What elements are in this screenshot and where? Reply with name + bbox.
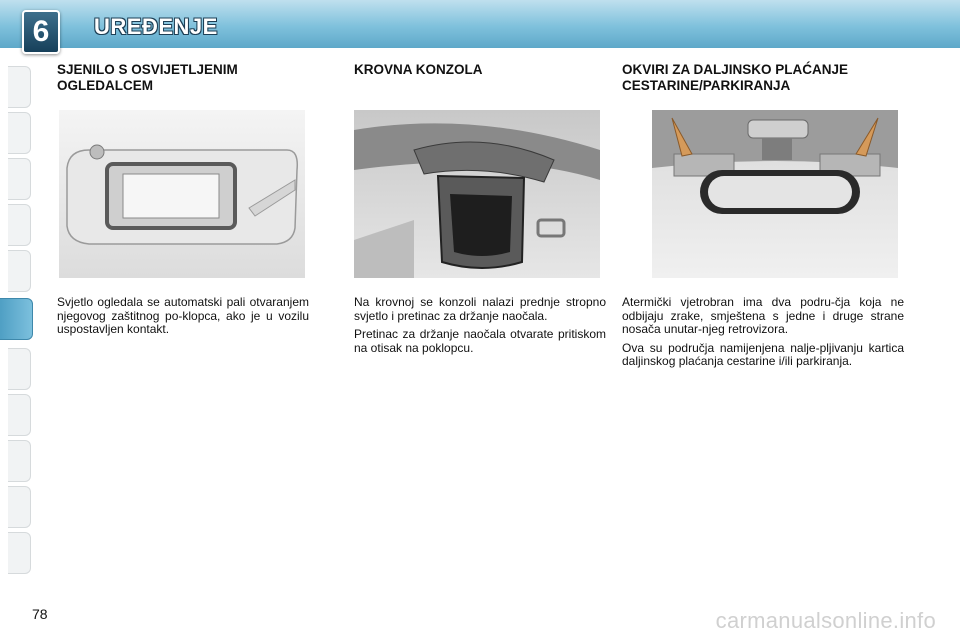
rear-mirror-illustration — [652, 110, 898, 278]
page-title: UREĐENJE — [94, 14, 218, 39]
section-body — [354, 296, 606, 360]
chapter-tab-2[interactable] — [8, 112, 31, 154]
chapter-tab-6-active[interactable] — [0, 298, 33, 340]
chapter-tab-3[interactable] — [8, 158, 31, 200]
section-body — [57, 296, 309, 342]
chapter-tab-4[interactable] — [8, 204, 31, 246]
section-title-line: SJENILO S OSVIJETLJENIM — [57, 62, 238, 77]
section-title-line: CESTARINE/PARKIRANJA — [622, 78, 791, 93]
section-title — [57, 62, 309, 94]
section-sun-visor — [57, 62, 309, 336]
roof-console-illustration — [354, 110, 600, 278]
section-body — [622, 296, 904, 374]
watermark: carmanualsonline.info — [715, 608, 936, 633]
section-title-line: KROVNA KONZOLA — [354, 62, 483, 77]
chapter-tab-1[interactable] — [8, 66, 31, 108]
chapter-tab-10[interactable] — [8, 486, 31, 528]
paragraph: Ova su područja namijenjena nalje-pljivanju kartica daljinskog plaćanja cestarine i/ili parkiranja. — [622, 340, 904, 368]
paragraph: Atermički vjetrobran ima dva podru-čja koja ne odbijaju zrake, smještena s jedne i druge strane nosača unutar-njeg retrovizora. — [622, 295, 904, 336]
paragraph: Na krovnoj se konzoli nalazi prednje stropno svjetlo i pretinac za držanje naočala. — [354, 295, 606, 323]
chapter-badge: 6 — [22, 10, 60, 54]
section-title — [354, 62, 606, 78]
sun-visor-illustration — [59, 110, 305, 278]
paragraph: Pretinac za držanje naočala otvarate pritiskom na otisak na poklopcu. — [354, 327, 606, 355]
chapter-tab-8[interactable] — [8, 394, 31, 436]
chapter-tab-7[interactable] — [8, 348, 31, 390]
chapter-tab-5[interactable] — [8, 250, 31, 292]
paragraph: Svjetlo ogledala se automatski pali otvaranjem njegovog zaštitnog po-klopca, ako je u vozilu uspostavljen kontakt. — [57, 295, 309, 336]
chapter-tab-9[interactable] — [8, 440, 31, 482]
chapter-tab-11[interactable] — [8, 532, 31, 574]
chapter-tab-rail — [0, 66, 32, 578]
section-title-line: OGLEDALCEM — [57, 78, 153, 93]
section-title — [622, 62, 904, 94]
section-title-line: OKVIRI ZA DALJINSKO PLAĆANJE — [622, 62, 849, 77]
section-roof-console — [354, 62, 606, 355]
page-number: 78 — [32, 606, 48, 622]
section-toll-frames — [622, 62, 904, 368]
